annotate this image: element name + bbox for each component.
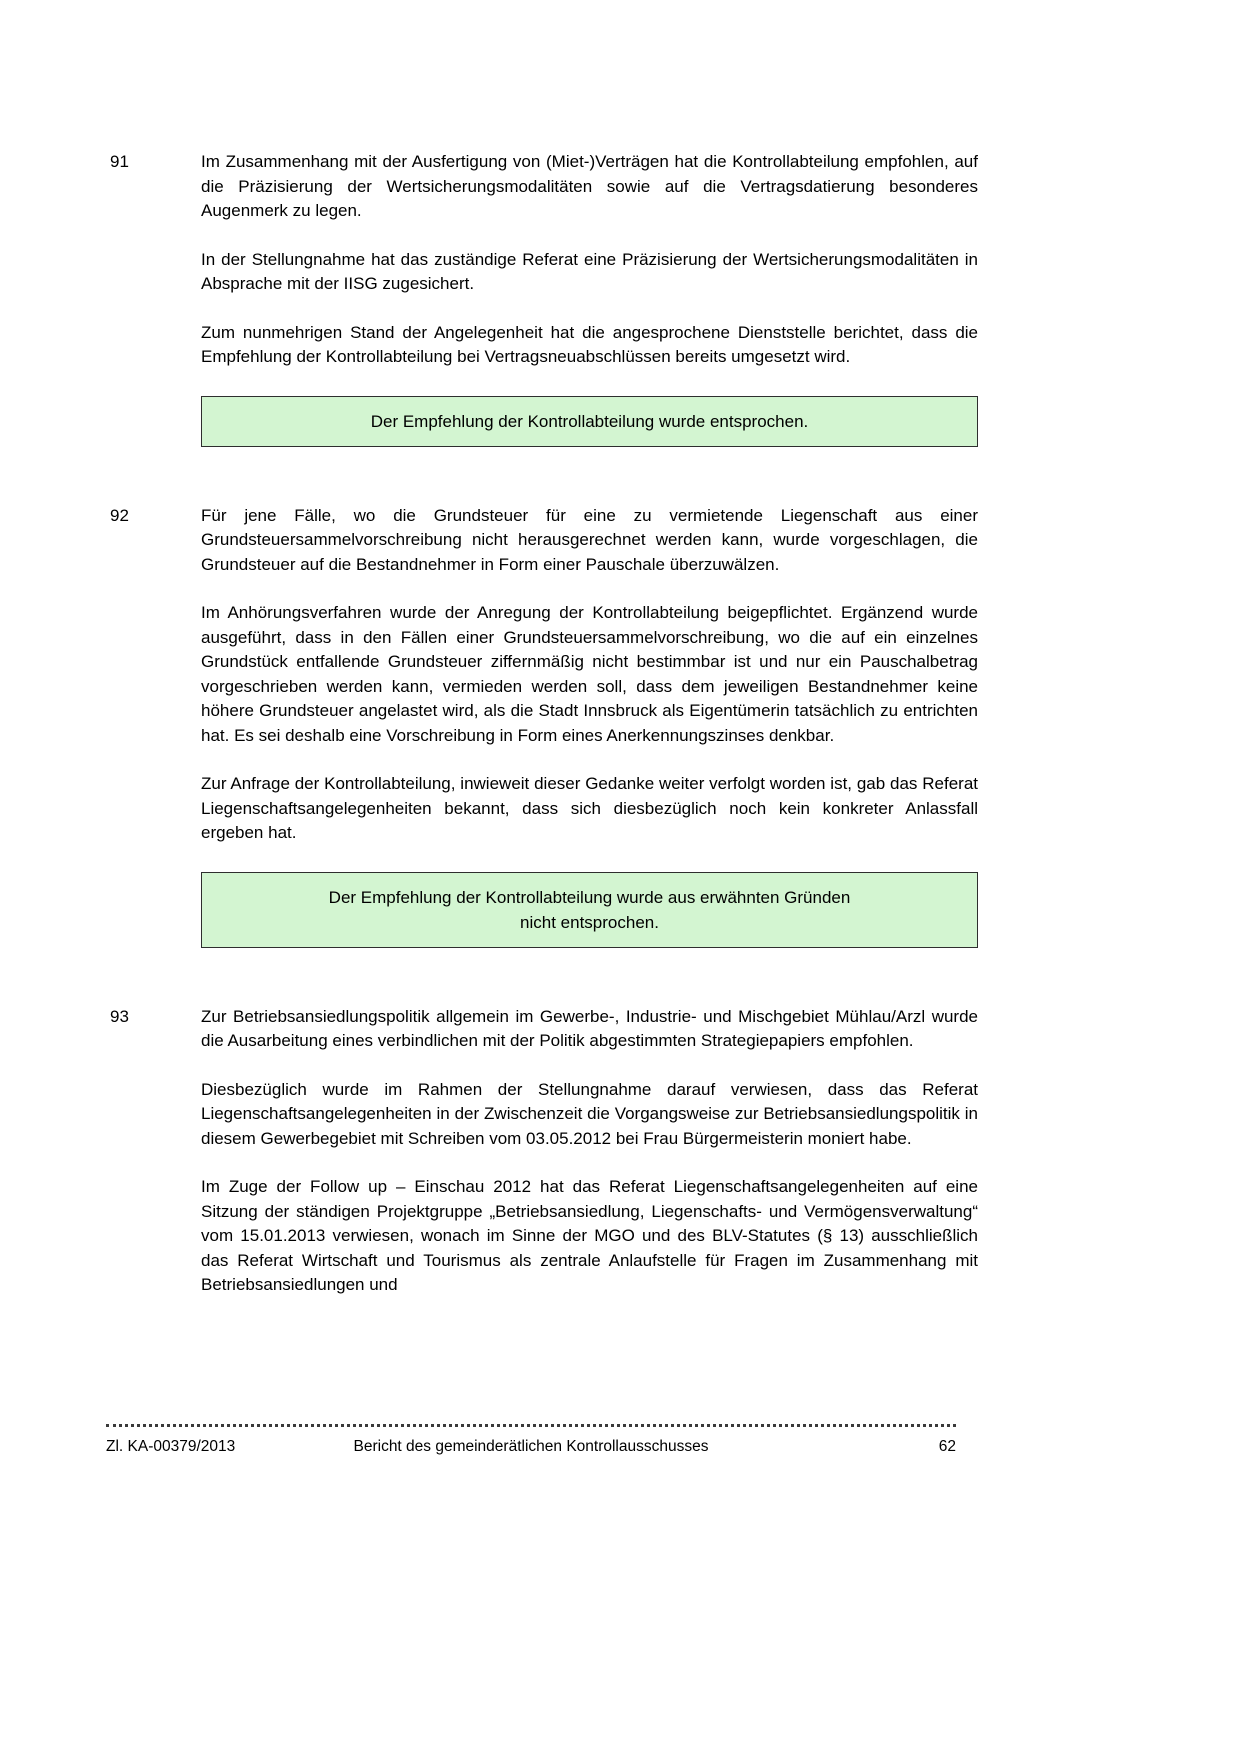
paragraph-number: 93 [110, 1006, 129, 1026]
paragraph: In der Stellungnahme hat das zuständige Referat eine Präzisierung der Wertsicherungsmodalitäten in Absprache mit der IISG zugesichert. [201, 249, 978, 293]
paragraph-number: 91 [110, 152, 129, 171]
paragraph: Für jene Fälle, wo die Grundsteuer für eine zu vermietende Liegenschaft aus einer Grundsteuersammelvorschreibung nicht herausgerechnet werden kann, wurde vorgeschlagen, die Grundsteuer auf die Bestandnehmer in Form einer Pauschale überzuwälzen. [201, 505, 978, 574]
paragraph: Im Anhörungsverfahren wurde der Anregung der Kontrollabteilung beigepflichtet. Ergänzend wurde ausgeführt, dass in den Fällen einer Grundsteuersammelvorschreibung, wo die auf ein einzelnes Grundstück entfallende Grundsteuer ziffernmäßig nicht bestimmbar ist und nur ein Pauschalbetrag vorgeschrieben werden kann, vermieden werden soll, dass dem jeweiligen Bestandnehmer keine höhere Grundsteuer angelastet wird, als die Stadt Innsbruck als Eigentümerin tatsächlich zu entrichten hat. Es sei deshalb eine Vorschreibung in Form eines Anerkennungszinses denkbar. [201, 603, 978, 745]
section-body [201, 1005, 978, 1322]
footer-title: Bericht des gemeinderätlichen Kontrollausschusses [353, 1438, 709, 1455]
section-body [201, 150, 978, 504]
report-section-91 [110, 150, 978, 504]
recommendation-box [201, 872, 978, 948]
footer-row [106, 1437, 956, 1457]
report-section-92 [110, 504, 978, 1005]
recommendation-box-line: Der Empfehlung der Kontrollabteilung wurde entsprochen. [370, 411, 809, 431]
section-body [201, 504, 978, 1005]
page-footer [106, 1424, 956, 1457]
paragraph-number: 92 [110, 505, 129, 525]
paragraph: Zur Anfrage der Kontrollabteilung, inwieweit dieser Gedanke weiter verfolgt worden ist, gab das Referat Liegenschaftsangelegenheiten bekannt, dass sich diesbezüglich noch kein konkreter Anlassfall ergeben hat. [201, 774, 978, 842]
footer-reference: Zl. KA-00379/2013 [106, 1438, 236, 1455]
recommendation-box [201, 396, 978, 447]
footer-divider [106, 1424, 956, 1427]
recommendation-box-line: nicht entsprochen. [520, 912, 659, 932]
footer-page-number: 62 [938, 1438, 956, 1455]
paragraph: Diesbezüglich wurde im Rahmen der Stellungnahme darauf verwiesen, dass das Referat Liegenschaftsangelegenheiten in der Zwischenzeit die Vorgangsweise zur Betriebsansiedlungspolitik in diesem Gewerbegebiet mit Schreiben vom 03.05.2012 bei Frau Bürgermeisterin moniert habe. [201, 1079, 978, 1148]
paragraph: Im Zusammenhang mit der Ausfertigung von (Miet-)Verträgen hat die Kontrollabteilung empfohlen, auf die Präzisierung der Wertsicherungsmodalitäten sowie auf die Vertragsdatierung besonderes Augenmerk zu legen. [201, 152, 978, 220]
report-content [110, 150, 978, 1322]
paragraph: Zur Betriebsansiedlungspolitik allgemein im Gewerbe-, Industrie- und Mischgebiet Mühlau/Arzl wurde die Ausarbeitung eines verbindlichen mit der Politik abgestimmten Strategiepapiers empfohlen. [201, 1006, 978, 1050]
report-section-93 [110, 1005, 978, 1322]
paragraph: Zum nunmehrigen Stand der Angelegenheit hat die angesprochene Dienststelle berichtet, dass die Empfehlung der Kontrollabteilung bei Vertragsneuabschlüssen bereits umgesetzt wird. [201, 322, 978, 366]
paragraph: Im Zuge der Follow up – Einschau 2012 hat das Referat Liegenschaftsangelegenheiten auf eine Sitzung der ständigen Projektgruppe „Betriebsansiedlung, Liegenschafts- und Vermögensverwaltung“ vom 15.01.2013 verwiesen, wonach im Sinne der MGO und des BLV-Statutes (§ 13) ausschließlich das Referat Wirtschaft und Tourismus als zentrale Anlaufstelle für Fragen im Zusammenhang mit Betriebsansiedlungen und [201, 1177, 978, 1294]
recommendation-box-line: Der Empfehlung der Kontrollabteilung wurde aus erwähnten Gründen [328, 887, 851, 907]
